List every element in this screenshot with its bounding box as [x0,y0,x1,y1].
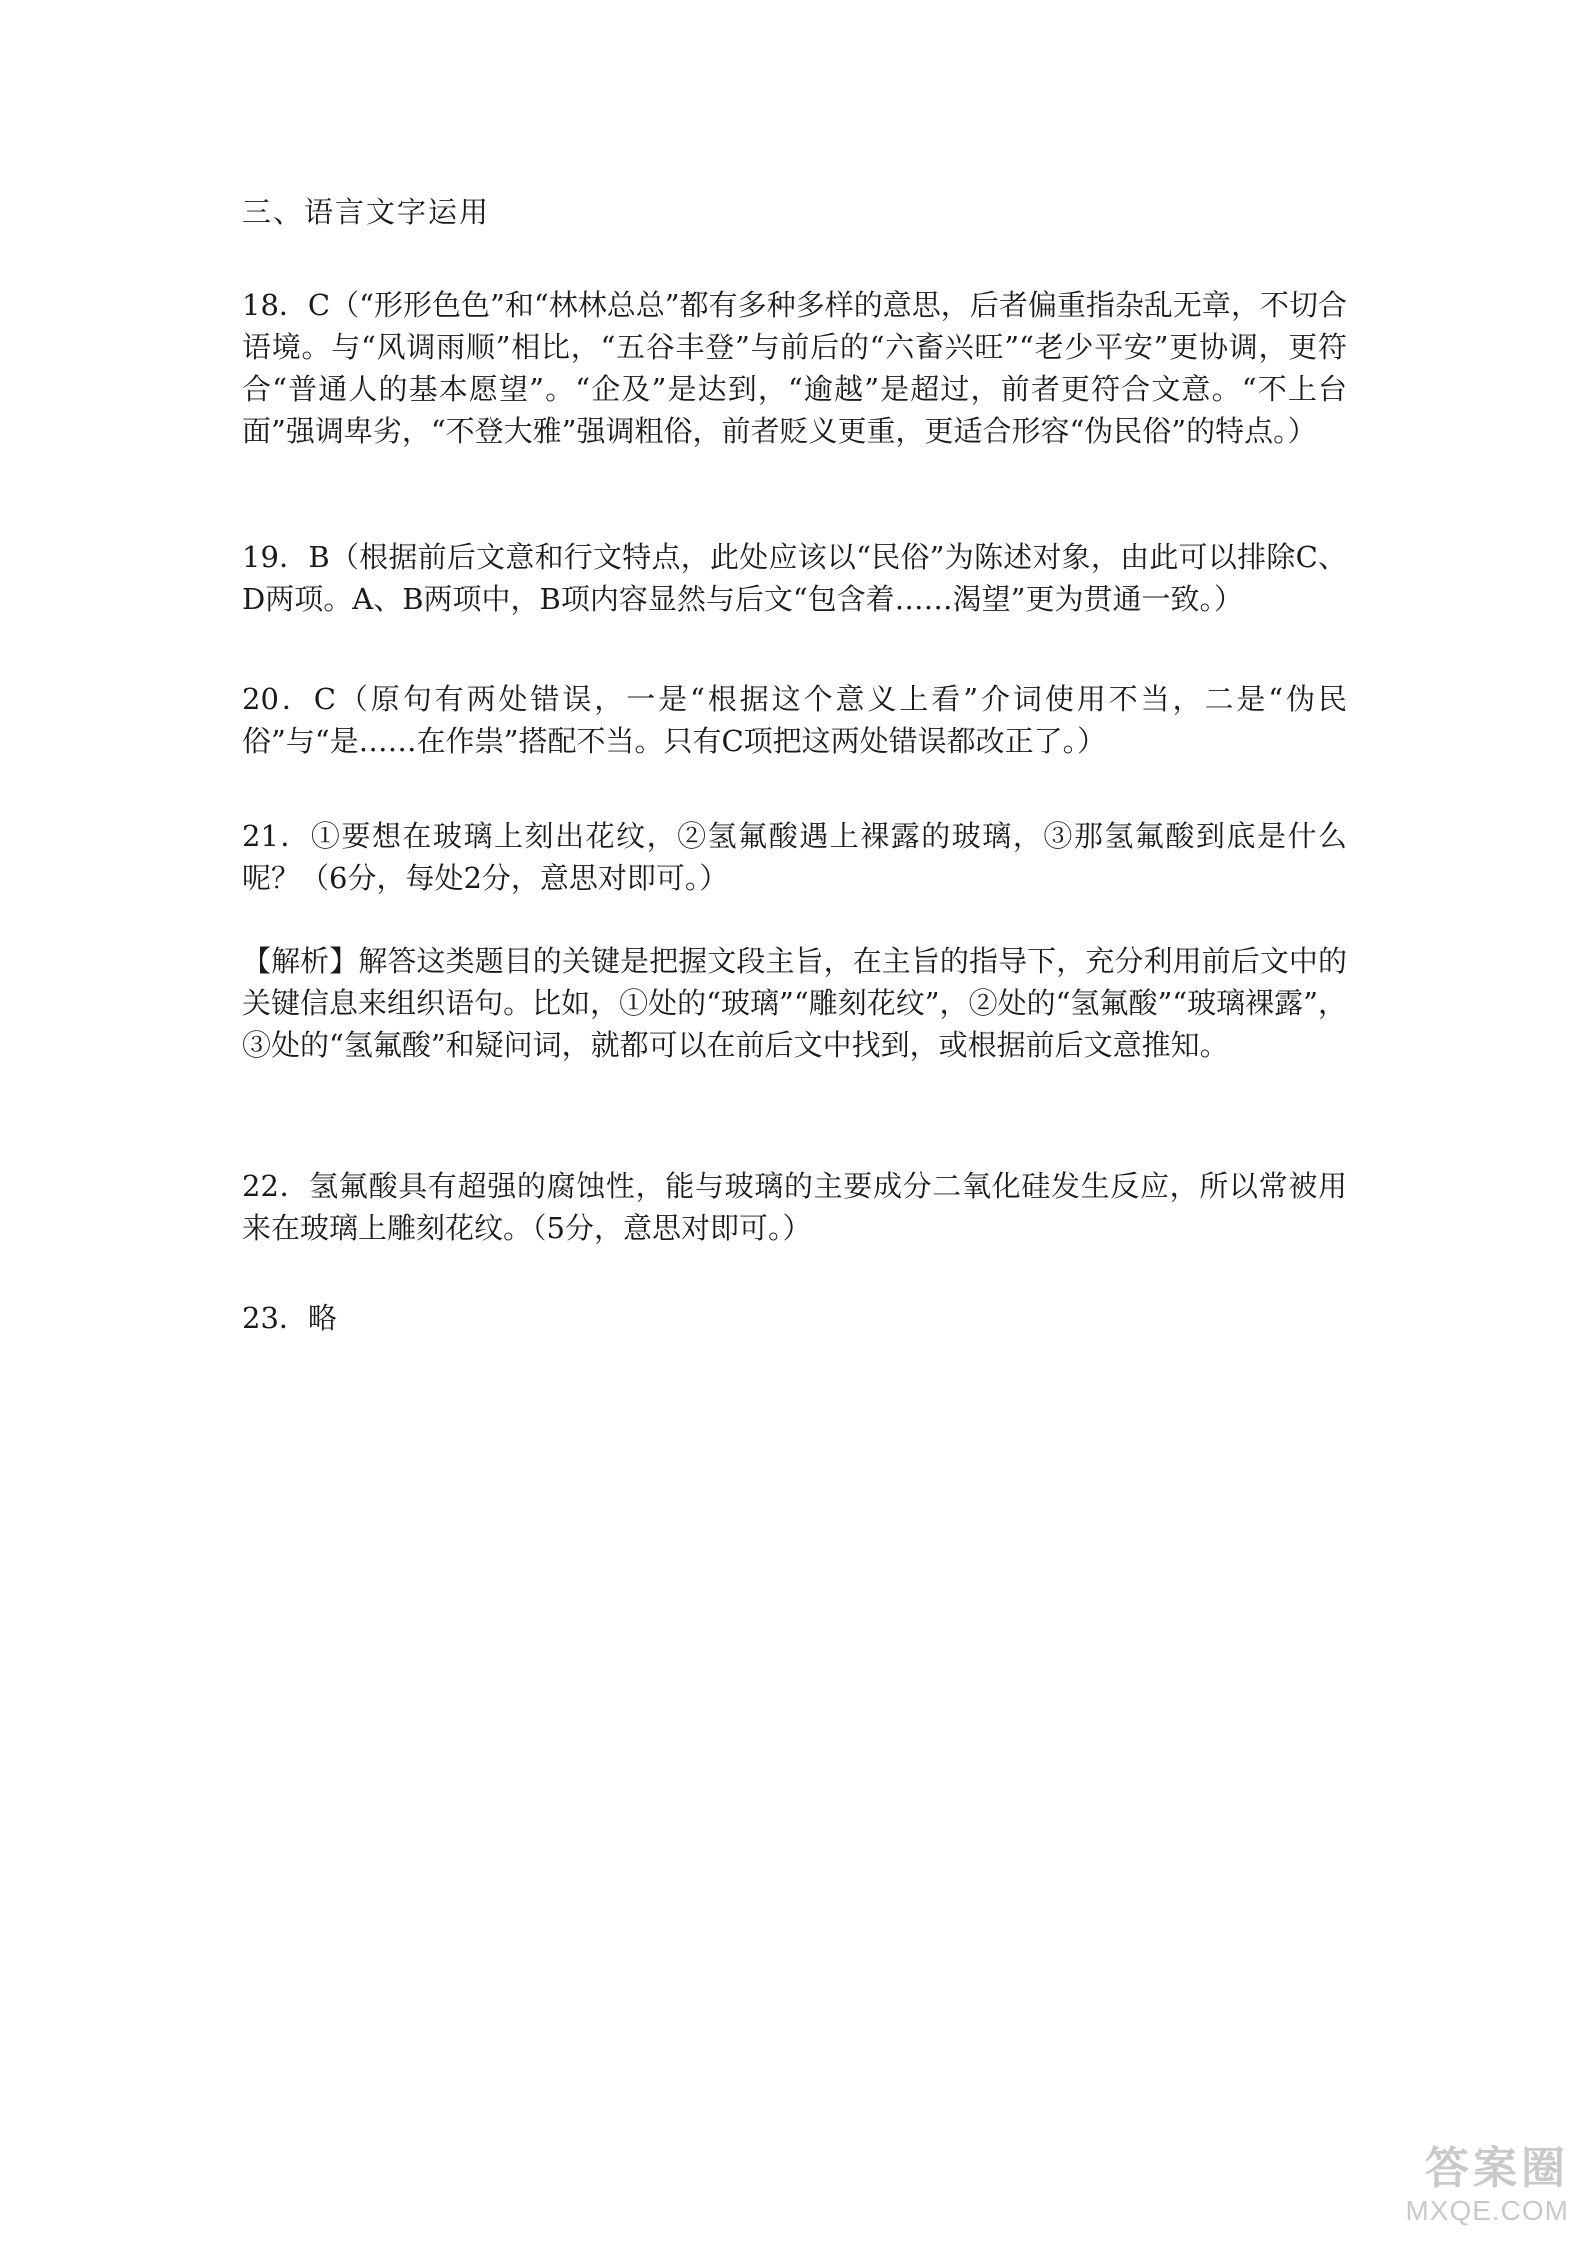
answer-18-text: 18．C（“形形色色”和“林林总总”都有多种多样的意思，后者偏重指杂乱无章，不切合语境。与“风调雨顺”相比，“五谷丰登”与前后的“六畜兴旺”“老少平安”更协调，更符合“普通人的基本愿望”。“企及”是达到，“逾越”是超过，前者更符合文意。“不上台面”强调卑劣，“不登大雅”强调粗俗，前者贬义更重，更适合形容“伪民俗”的特点。） [242,288,1347,448]
answer-21-analysis-text: 【解析】解答这类题目的关键是把握文段主旨，在主旨的指导下，充分利用前后文中的关键信息来组织语句。比如，①处的“玻璃”“雕刻花纹”，②处的“氢氟酸”“玻璃裸露”，③处的“氢氟酸”和疑问词，就都可以在前后文中找到，或根据前后文意推知。 [242,944,1347,1062]
answer-21-text: 21．①要想在玻璃上刻出花纹，②氢氟酸遇上裸露的玻璃，③那氢氟酸到底是什么呢？（6分，每处2分，意思对即可。） [242,819,1347,895]
answer-21-analysis [242,940,1347,1066]
answer-20-text: 20．C（原句有两处错误，一是“根据这个意义上看”介词使用不当，二是“伪民俗”与“是……在作祟”搭配不当。只有C项把这两处错误都改正了。） [242,682,1347,758]
answer-22-text: 22．氢氟酸具有超强的腐蚀性，能与玻璃的主要成分二氧化硅发生反应，所以常被用来在玻璃上雕刻花纹。（5分，意思对即可。） [242,1169,1347,1245]
answer-20 [242,678,1347,762]
answer-18 [242,284,1347,452]
answer-19 [242,536,1347,620]
watermark-logo-text: 答案圈 [1425,2144,1569,2193]
answer-23-text: 23．略 [242,1301,337,1335]
section-title: 三、语言文字运用 [242,195,491,229]
answer-21 [242,815,1347,899]
site-watermark [1309,2143,1569,2233]
answer-19-text: 19．B（根据前后文意和行文特点，此处应该以“民俗”为陈述对象，由此可以排除C、D两项。A、B两项中，B项内容显然与后文“包含着……渴望”更为贯通一致。） [242,540,1347,616]
watermark-url: MXQE.COM [1405,2195,1569,2226]
answer-22 [242,1165,1347,1249]
answer-23 [242,1297,1347,1339]
